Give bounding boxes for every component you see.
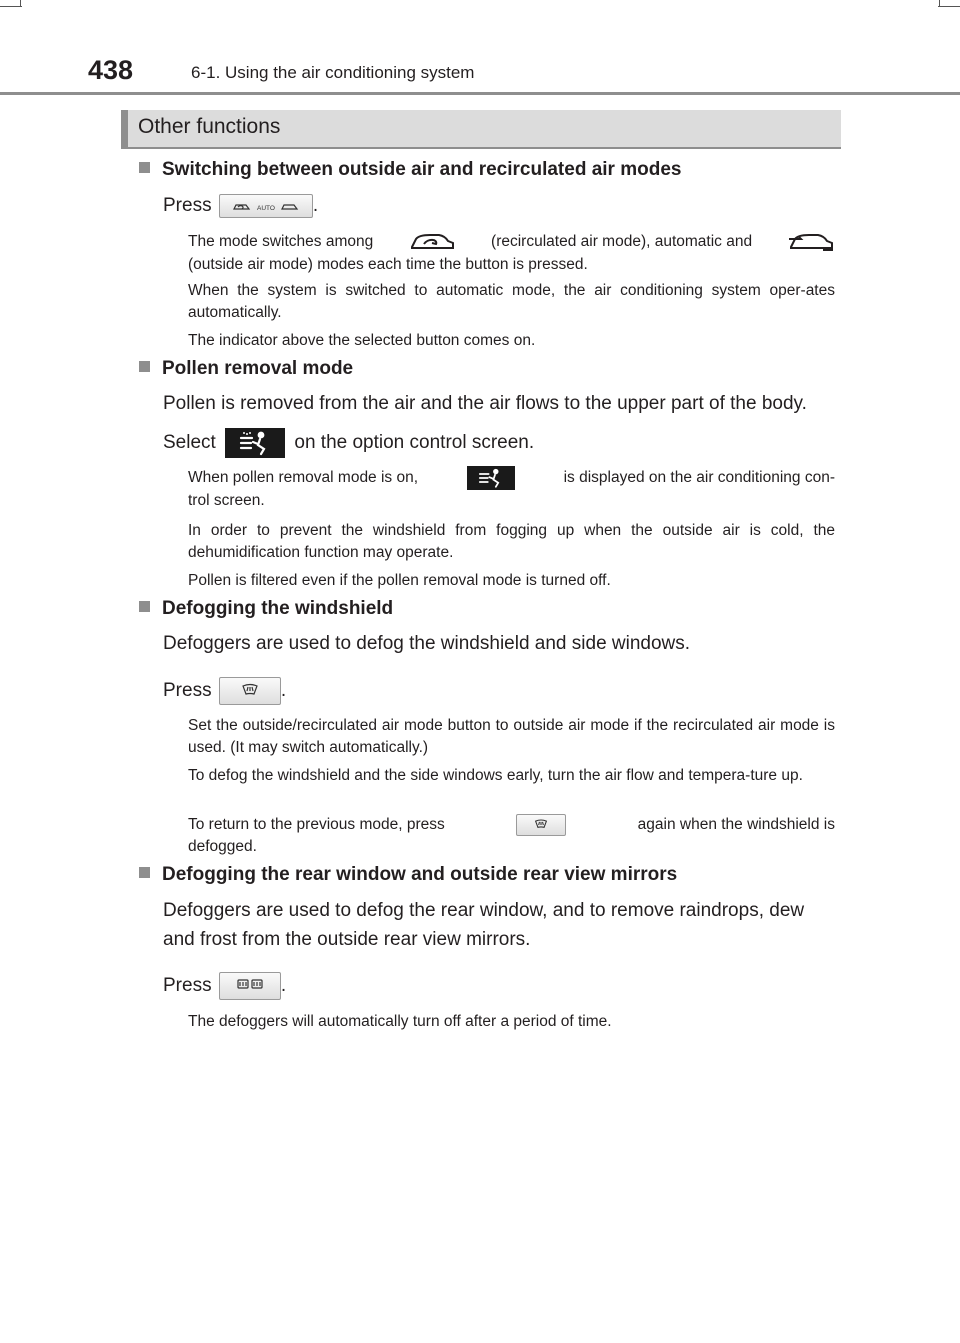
pollen-removal-icon — [467, 466, 515, 490]
bullet-square-icon — [139, 867, 150, 878]
section-title: Other functions — [138, 115, 281, 138]
note-pollen-filtered: Pollen is filtered even if the pollen removal mode is turned off. — [188, 572, 611, 589]
windshield-description: Defoggers are used to defog the windshield and side windows. — [163, 633, 691, 654]
svg-text:AUTO: AUTO — [256, 205, 275, 212]
instruction-press-recirc: Press AUTO . — [163, 195, 319, 217]
pollen-note-line2: trol screen. — [188, 492, 265, 509]
page-number: 438 — [88, 55, 134, 85]
header-divider — [0, 92, 960, 95]
note-pollen-dehumidify: In order to prevent the windshield from fogging up when the outside air is cold, the dehumidification function may operate. — [188, 522, 835, 561]
instruction-press-rear: Press . — [163, 972, 286, 1000]
rear-description-line1: Defoggers are used to defog the rear window, and to remove raindrops, dew — [163, 900, 805, 921]
bullet-square-icon — [139, 162, 150, 173]
crop-mark — [938, 6, 960, 7]
rear-defogger-button-icon — [219, 972, 281, 1000]
running-title: 6-1. Using the air conditioning system — [191, 63, 475, 82]
note-recirc-modes: The mode switches among (recirculated air mode), automatic and (outside air mode) modes each time the button is pressed. — [188, 230, 835, 276]
recirculated-air-car-icon — [408, 230, 456, 254]
topic-heading-windshield: Defogging the windshield — [139, 598, 393, 620]
instruction-select-pollen: Select on the option control screen. — [163, 428, 534, 458]
rear-description-line2: and frost from the outside rear view mirrors. — [163, 929, 531, 950]
section-accent — [121, 110, 128, 147]
bullet-square-icon — [139, 361, 150, 372]
note-windshield-return: To return to the previous mode, press again when the windshield is defogged. — [188, 816, 835, 855]
pollen-description: Pollen is removed from the air and the air flows to the upper part of the body. — [163, 393, 807, 414]
note-windshield-outside-air: Set the outside/recirculated air mode button to outside air mode if the recirculated air mode is used. (It may switch automatically.) — [188, 717, 835, 756]
note-rear-auto-off: The defoggers will automatically turn off after a period of time. — [188, 1013, 612, 1030]
pollen-note-line1-tail: is displayed on the air conditioning con- — [563, 469, 835, 486]
note-recirc-automatic: When the system is switched to automatic mode, the air conditioning system oper-ates automatically. — [188, 282, 835, 321]
note-pollen-display: When pollen removal mode is on, is displayed on the air conditioning con- trol screen. — [188, 466, 835, 512]
pollen-removal-icon — [225, 428, 285, 458]
windshield-defogger-button-icon — [219, 677, 281, 705]
section-header — [121, 110, 841, 149]
bullet-square-icon — [139, 601, 150, 612]
note-recirc-indicator: The indicator above the selected button comes on. — [188, 332, 536, 349]
note-windshield-early: To defog the windshield and the side windows early, turn the air flow and tempera-ture up. — [188, 767, 803, 784]
topic-heading-recirculation: Switching between outside air and recirculated air modes — [139, 159, 681, 181]
recirculation-auto-button-icon — [219, 194, 313, 218]
instruction-press-windshield: Press . — [163, 677, 286, 705]
topic-heading-rear-window: Defogging the rear window and outside rear view mirrors — [139, 864, 677, 886]
windshield-defogger-button-icon — [516, 814, 566, 836]
crop-mark — [0, 6, 22, 7]
topic-heading-pollen: Pollen removal mode — [139, 358, 353, 380]
outside-air-car-icon — [787, 230, 835, 254]
